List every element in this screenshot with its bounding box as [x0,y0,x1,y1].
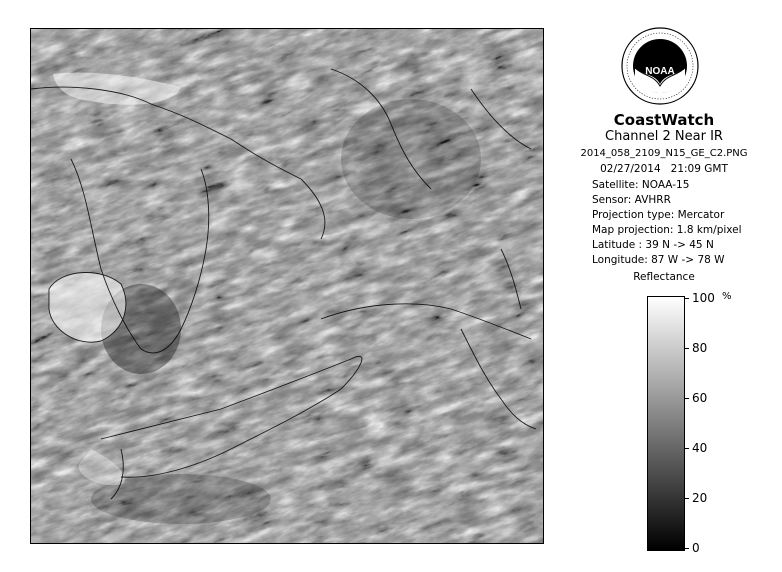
legend-tick [684,548,689,549]
legend-unit: % [722,291,732,302]
map-projection-info: Map projection: 1.8 km/pixel [592,224,742,236]
legend-title: Reflectance [633,271,695,283]
file-name: 2014_058_2109_N15_GE_C2.PNG [580,148,748,159]
legend-tick [684,448,689,449]
time-value: 21:09 GMT [670,163,728,175]
legend-tick [684,298,689,299]
longitude-info: Longitude: 87 W -> 78 W [592,254,725,266]
legend-tick [684,348,689,349]
legend-tick-label: 60 [692,391,708,405]
legend-tick-label: 80 [692,341,708,355]
date-value: 02/27/2014 [600,163,661,175]
legend-tick [684,498,689,499]
latitude-info: Latitude : 39 N -> 45 N [592,239,714,251]
channel-subtitle: Channel 2 Near IR [605,129,723,144]
legend-tick-label: 100 [692,291,715,305]
satellite-cloud-imagery [31,29,543,543]
product-title: CoastWatch [613,111,715,129]
legend-tick-label: 20 [692,491,708,505]
reflectance-colorbar [647,296,685,551]
legend-tick-label: 40 [692,441,708,455]
legend-tick [684,398,689,399]
noaa-seal-icon [620,24,700,108]
legend-tick-label: 0 [692,541,700,555]
sensor-info: Sensor: AVHRR [592,194,671,206]
satellite-info: Satellite: NOAA-15 [592,179,690,191]
projection-type-info: Projection type: Mercator [592,209,725,221]
satellite-image [30,28,544,544]
date-time [552,163,776,175]
logo-text: NOAA [645,66,675,77]
